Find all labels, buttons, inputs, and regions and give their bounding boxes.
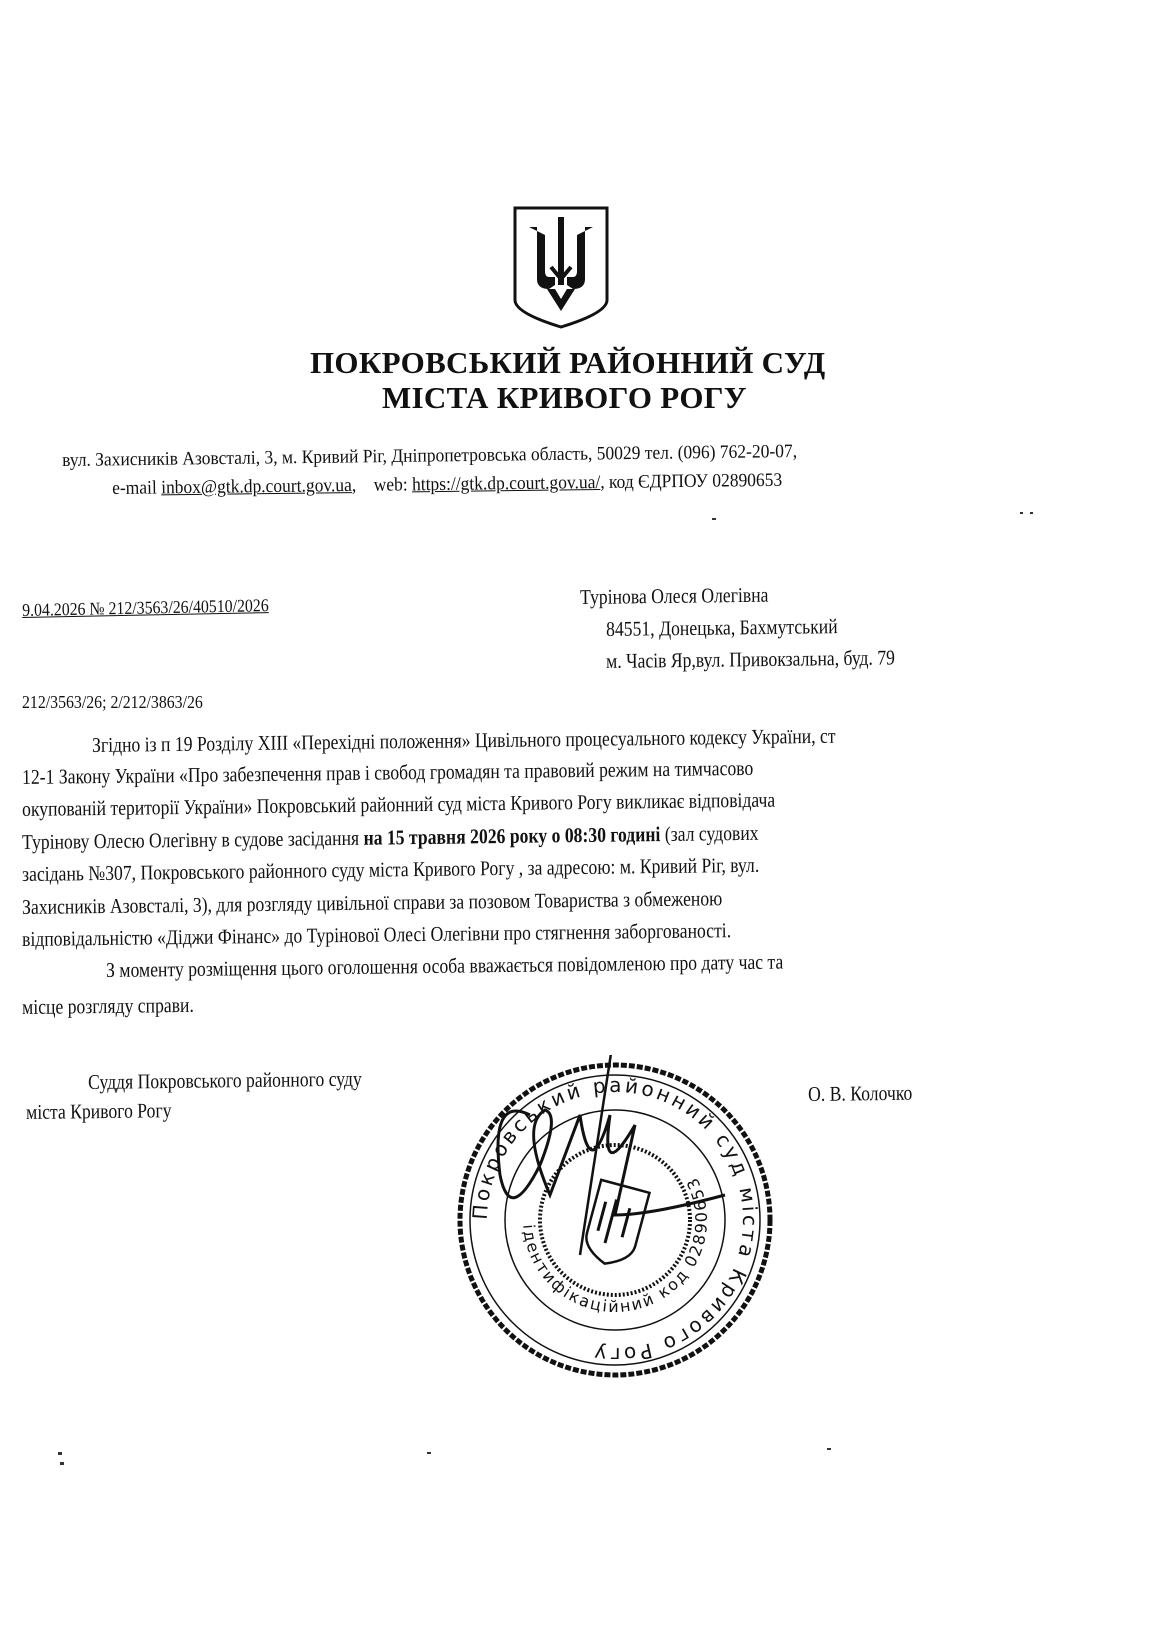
body-text: Турінову Олесю Олегівну в судове засідання — [22, 825, 364, 854]
recipient-address-line2: м. Часів Яр,вул. Привокзальна, буд. 79 — [606, 645, 896, 673]
body-line: З моменту розміщення цього оголошення особа вважається повідомленою про дату час та — [106, 949, 784, 982]
body-line-hearing-date — [22, 821, 759, 855]
judge-name: О. В. Колочко — [808, 1080, 913, 1106]
web-link[interactable]: https://gtk.dp.court.gov.ua/ — [411, 472, 601, 496]
email-label: e-mail — [112, 477, 162, 499]
seal-outer-text: Покровський районний суд міста Кривого Рогу — [467, 1072, 763, 1368]
body-line: місце розгляду справи. — [22, 992, 194, 1019]
body-line: Захисників Азовсталі, 3), для розгляду цивільної справи за позовом Товариства з обмеженою — [22, 886, 723, 919]
recipient-address-line1: 84551, Донецька, Бахмутський — [606, 614, 838, 641]
web-label: web: — [373, 474, 413, 496]
edrpou-code: , код ЄДРПОУ 02890653 — [600, 469, 783, 494]
trident-emblem-icon — [510, 205, 612, 330]
court-address: вул. Захисників Азовсталі, 3, м. Кривий Ріг, Дніпропетровська область, 50029 тел. (096) 762-20-07, — [62, 441, 798, 471]
recipient-name: Турінова Олеся Олегівна — [580, 582, 769, 609]
court-name-line2: МІСТА КРИВОГО РОГУ — [382, 380, 747, 415]
body-line: відповідальністю «Діджи Фінанс» до Турінової Олесі Олегівни про стягнення заборгованості. — [22, 918, 732, 951]
body-line: 12-1 Закону України «Про забезпечення прав і свобод громадян та правовий режим на тимчасово — [22, 755, 754, 789]
hearing-datetime: на 15 травня 2026 року о 08:30 годині — [363, 822, 661, 850]
court-name-line1: ПОКРОВСЬКИЙ РАЙОННИЙ СУД — [310, 345, 826, 380]
body-text: (зал судових — [660, 820, 759, 847]
outgoing-reference-number: 9.04.2026 № 212/3563/26/40510/2026 — [22, 595, 269, 620]
email-link[interactable]: inbox@gtk.dp.court.gov.ua — [161, 475, 352, 499]
body-line: засідань №307, Покровського районного суду міста Кривого Рогу , за адресою: м. Кривий Ріг, вул. — [22, 852, 760, 886]
body-line: Згідно із п 19 Розділу XIII «Перехідні положення» Цивільного процесуального кодексу України, ст — [92, 723, 836, 757]
court-contacts: e-mail inbox@gtk.dp.court.gov.ua, web: https://gtk.dp.court.gov.ua/, код ЄДРПОУ 02890653 — [112, 469, 783, 499]
judge-title-line1: Суддя Покровського районного суду — [88, 1066, 362, 1094]
body-line: окупованій території України» Покровський районний суд міста Кривого Рогу викликає відповідача — [22, 787, 776, 821]
seal-inner-text: ідентифікаційний код 02890653 — [519, 1173, 712, 1317]
judge-title-line2: міста Кривого Рогу — [26, 1098, 172, 1124]
case-numbers: 212/3563/26; 2/212/3863/26 — [22, 692, 203, 712]
court-seal-icon — [450, 1055, 780, 1385]
